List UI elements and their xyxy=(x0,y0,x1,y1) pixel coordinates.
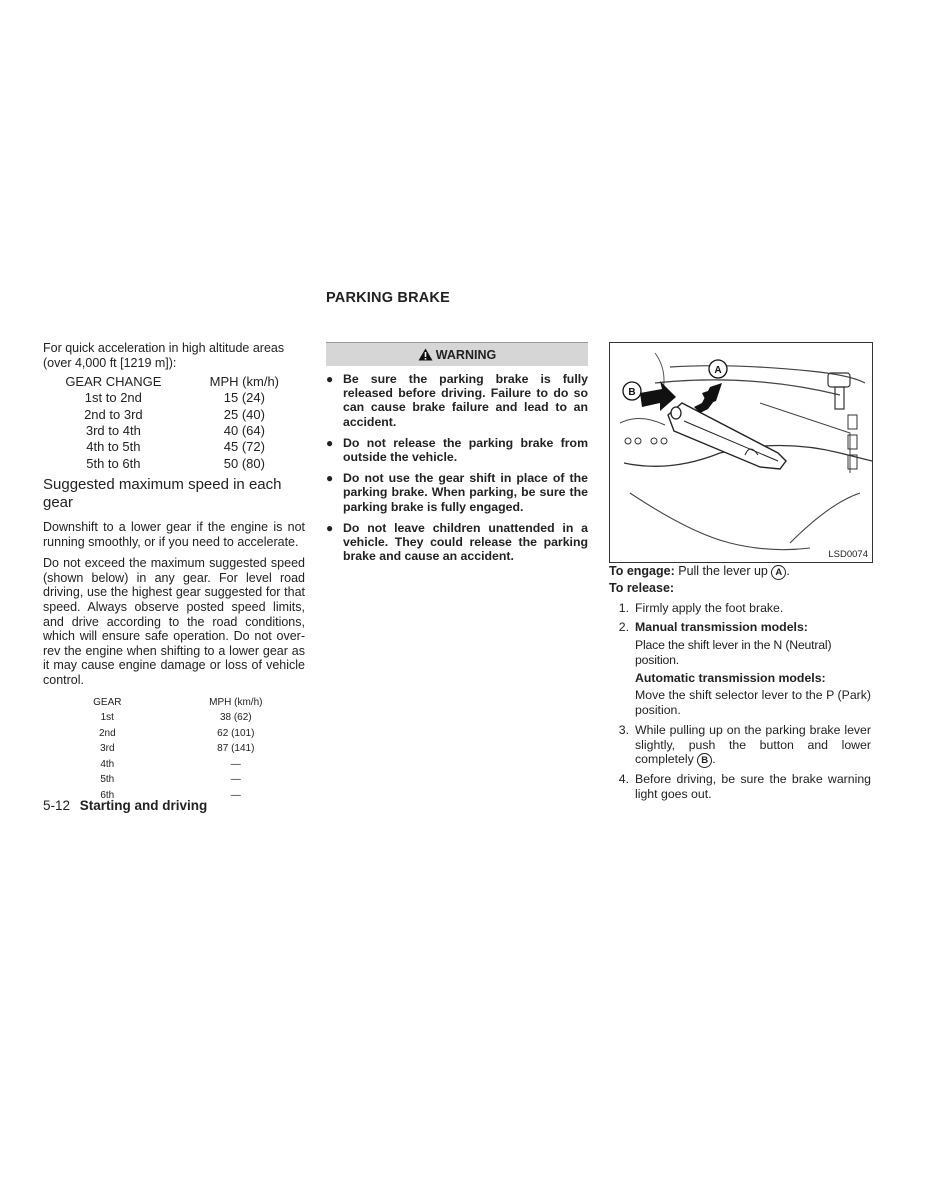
engage-text: Pull the lever up xyxy=(678,564,768,578)
table-header-cell: GEAR CHANGE xyxy=(65,374,162,390)
table-row xyxy=(43,439,305,455)
table-header-cell: GEAR xyxy=(93,696,122,708)
engage-label: To engage: xyxy=(609,564,675,578)
table-row xyxy=(43,407,305,423)
step-number: 2. xyxy=(618,619,629,634)
bullet-icon: ● xyxy=(326,471,334,486)
warning-item: ● Be sure the parking brake is fully released before driving. Failure to do so can cause brake failure and lead to an accident. xyxy=(326,372,588,429)
warning-title: WARNING xyxy=(435,347,497,362)
table-cell: 3rd xyxy=(100,743,115,755)
table-cell: 40 (64) xyxy=(223,423,265,439)
automatic-title: Automatic transmission models: xyxy=(635,671,826,686)
callout-b: B xyxy=(628,387,636,398)
max-speed-table xyxy=(48,695,305,804)
bullet-icon: ● xyxy=(326,435,334,450)
table-cell: 2nd to 3rd xyxy=(84,406,143,422)
release-step xyxy=(609,601,871,616)
warning-triangle-icon xyxy=(418,348,433,361)
table-cell: 38 (62) xyxy=(219,712,252,724)
step-text: Firmly apply the foot brake. xyxy=(635,601,784,615)
intro-text: For quick acceleration in high altitude areas (over 4,000 ft [1219 m]): xyxy=(43,341,285,370)
bullet-icon: ● xyxy=(326,372,334,386)
table-cell: 3rd to 4th xyxy=(85,423,141,439)
parking-brake-figure xyxy=(609,342,873,563)
table-row xyxy=(43,423,305,439)
release-label: To release: xyxy=(609,581,675,595)
table-cell: 50 (80) xyxy=(223,455,265,471)
release-step xyxy=(609,620,871,635)
table-cell: 5th to 6th xyxy=(86,455,141,471)
table-row xyxy=(48,741,305,757)
table-header xyxy=(43,374,305,390)
table-row xyxy=(48,772,305,788)
callout-a: A xyxy=(714,365,722,376)
release-step xyxy=(609,772,871,801)
table-cell: 6th xyxy=(100,790,115,802)
paragraph: Do not exceed the maximum suggested speed (shown below) in any gear. For level road driving, use the highest gear suggested for that speed. Always observe posted speed limits, and drive according to the road conditions, which will ensure safe operation. Do not over-rev the engine when shifting to a lower gear as it may cause engine damage or loss of vehicle control. xyxy=(43,556,305,687)
table-cell: — xyxy=(230,774,241,786)
parking-brake-illustration xyxy=(610,343,872,562)
paragraph: Downshift to a lower gear if the engine is not running smoothly, or if you need to accelerate. xyxy=(43,519,305,549)
warning-box xyxy=(326,342,588,570)
table-cell: 45 (72) xyxy=(223,439,265,455)
table-cell: — xyxy=(230,790,241,802)
table-cell: 87 (141) xyxy=(217,743,255,755)
table-cell: 15 (24) xyxy=(223,390,265,406)
warning-item: ● Do not leave children unattended in a vehicle. They could release the parking brake and cause an accident. xyxy=(326,520,588,564)
subheading: Suggested maximum speed in each gear xyxy=(43,475,282,511)
table-cell: 1st xyxy=(100,712,114,724)
page-number: 5-12 xyxy=(43,798,71,813)
table-row xyxy=(48,710,305,726)
footer-section: Starting and driving xyxy=(79,798,208,813)
table-cell: 2nd xyxy=(98,727,116,739)
right-column-text xyxy=(609,563,871,802)
table-header-cell: MPH (km/h) xyxy=(209,374,280,390)
release-step: 3. While pulling up on the parking brake lever slightly, push the button and lower completely B . xyxy=(609,723,871,768)
step-number: 3. xyxy=(618,723,629,738)
warning-item: ● Do not release the parking brake from outside the vehicle. xyxy=(326,435,588,465)
table-cell: 62 (101) xyxy=(217,727,255,739)
section-title: PARKING BRAKE xyxy=(326,290,450,306)
table-cell: 25 (40) xyxy=(223,406,265,422)
gear-change-table xyxy=(43,374,305,472)
bullet-icon: ● xyxy=(326,520,334,535)
engage-line: To engage: Pull the lever up A . xyxy=(609,564,790,578)
page-footer xyxy=(43,798,207,813)
step-number: 4. xyxy=(618,772,629,787)
automatic-instructions: Move the shift selector lever to the P (Park) position. xyxy=(635,687,871,717)
table-row xyxy=(43,390,305,406)
callout-a-ref: A xyxy=(771,565,786,580)
callout-b-ref: B xyxy=(697,753,712,768)
warning-header xyxy=(326,343,588,366)
table-cell: — xyxy=(230,758,241,770)
warning-item: ● Do not use the gear shift in place of the parking brake. When parking, be sure the parking brake is fully engaged. xyxy=(326,471,588,514)
table-row xyxy=(48,757,305,773)
table-cell: 4th xyxy=(100,758,115,770)
table-row xyxy=(48,726,305,742)
manual-instructions: Place the shift lever in the N (Neutral) position. xyxy=(635,638,832,667)
table-cell: 4th to 5th xyxy=(86,439,141,455)
step-number: 1. xyxy=(618,601,629,615)
warning-list xyxy=(326,366,588,563)
table-cell: 5th xyxy=(100,774,115,786)
table-row xyxy=(43,456,305,472)
step-title: Manual transmission models: xyxy=(635,619,808,634)
figure-code: LSD0074 xyxy=(828,549,868,560)
table-header xyxy=(48,695,305,711)
step-text: Before driving, be sure the brake warning light goes out. xyxy=(635,772,871,801)
left-column xyxy=(43,341,305,804)
table-cell: 1st to 2nd xyxy=(84,390,142,406)
table-header-cell: MPH (km/h) xyxy=(209,696,263,708)
step-text: While pulling up on the parking brake lever slightly, push the button and lower completely xyxy=(635,723,871,767)
